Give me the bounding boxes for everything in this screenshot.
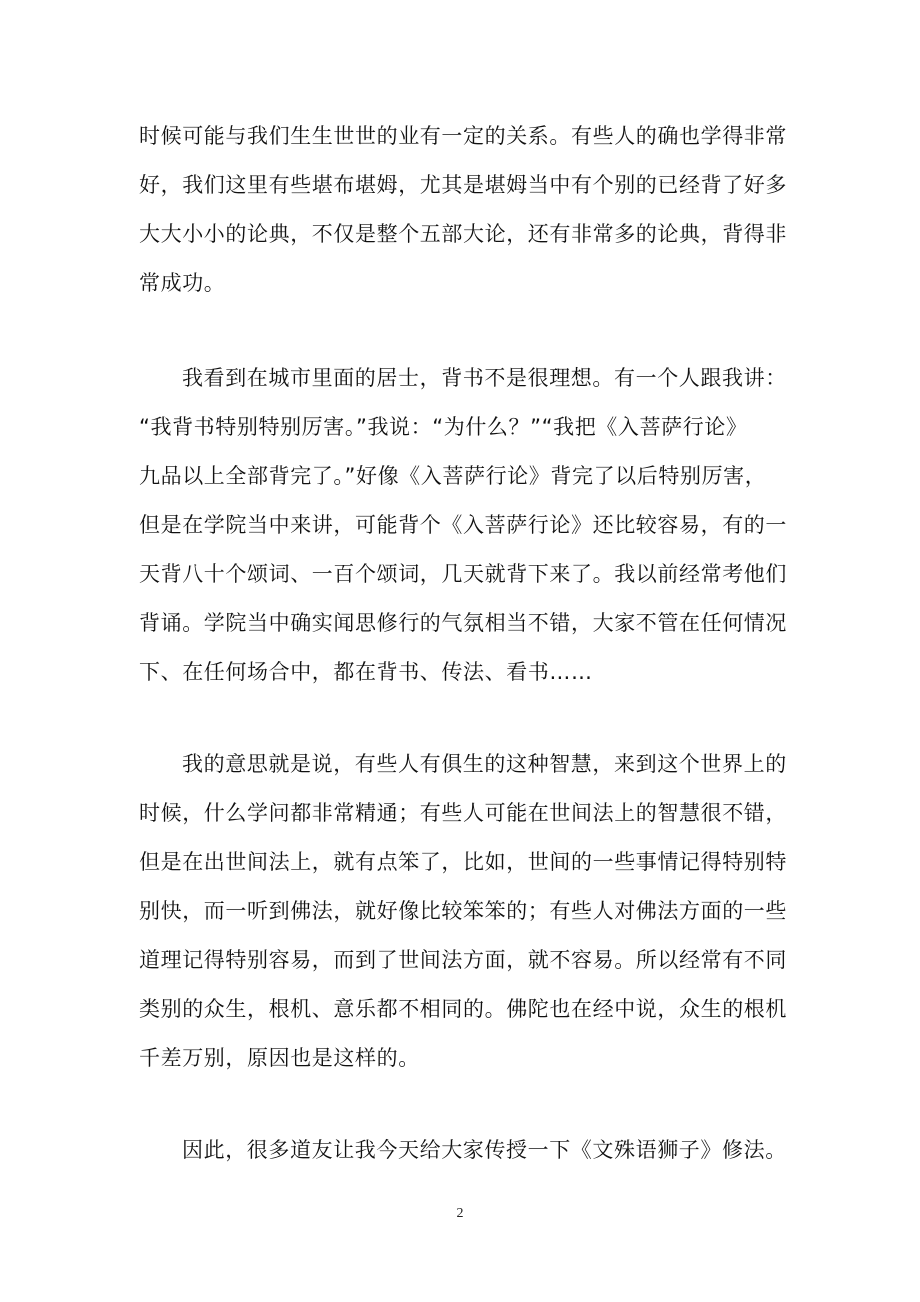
paragraph-line: 天背八十个颂词、一百个颂词，几天就背下来了。我以前经常考他们 [139, 562, 787, 586]
paragraph-line: 好，我们这里有些堪布堪姆，尤其是堪姆当中有个别的已经背了好多 [139, 173, 787, 197]
paragraph-line: 背诵。学院当中确实闻思修行的气氛相当不错，大家不管在任何情况 [139, 611, 787, 635]
paragraph-line: 我看到在城市里面的居士，背书不是很理想。有一个人跟我讲： [182, 366, 787, 390]
paragraph-line: “我背书特别特别厉害。”我说：“为什么？”“我把《入菩萨行论》 [139, 415, 748, 439]
paragraph-line: 道理记得特别容易，而到了世间法方面，就不容易。所以经常有不同 [139, 948, 787, 972]
paragraph-line: 下、在任何场合中，都在背书、传法、看书…… [139, 660, 593, 684]
paragraph-line: 类别的众生，根机、意乐都不相同的。佛陀也在经中说，众生的根机 [139, 997, 787, 1021]
paragraph-line: 因此，很多道友让我今天给大家传授一下《文殊语狮子》修法。 [182, 1138, 787, 1162]
paragraph-line: 九品以上全部背完了。”好像《入菩萨行论》背完了以后特别厉害， [139, 464, 767, 488]
paragraph-line: 别快，而一听到佛法，就好像比较笨笨的；有些人对佛法方面的一些 [139, 899, 787, 923]
paragraph-line: 千差万别，原因也是这样的。 [139, 1046, 420, 1070]
paragraph-line: 时候可能与我们生生世世的业有一定的关系。有些人的确也学得非常 [139, 124, 787, 148]
paragraph-line: 时候，什么学问都非常精通；有些人可能在世间法上的智慧很不错， [139, 801, 787, 825]
paragraph-line: 但是在学院当中来讲，可能背个《入菩萨行论》还比较容易，有的一 [139, 513, 787, 537]
paragraph-line: 我的意思就是说，有些人有俱生的这种智慧，来到这个世界上的 [182, 752, 787, 776]
page-number: 2 [456, 1206, 464, 1221]
paragraph-line: 大大小小的论典，不仅是整个五部大论，还有非常多的论典，背得非 [139, 222, 787, 246]
paragraph-line: 常成功。 [139, 271, 226, 295]
paragraph-line: 但是在出世间法上，就有点笨了，比如，世间的一些事情记得特别特 [139, 850, 787, 874]
